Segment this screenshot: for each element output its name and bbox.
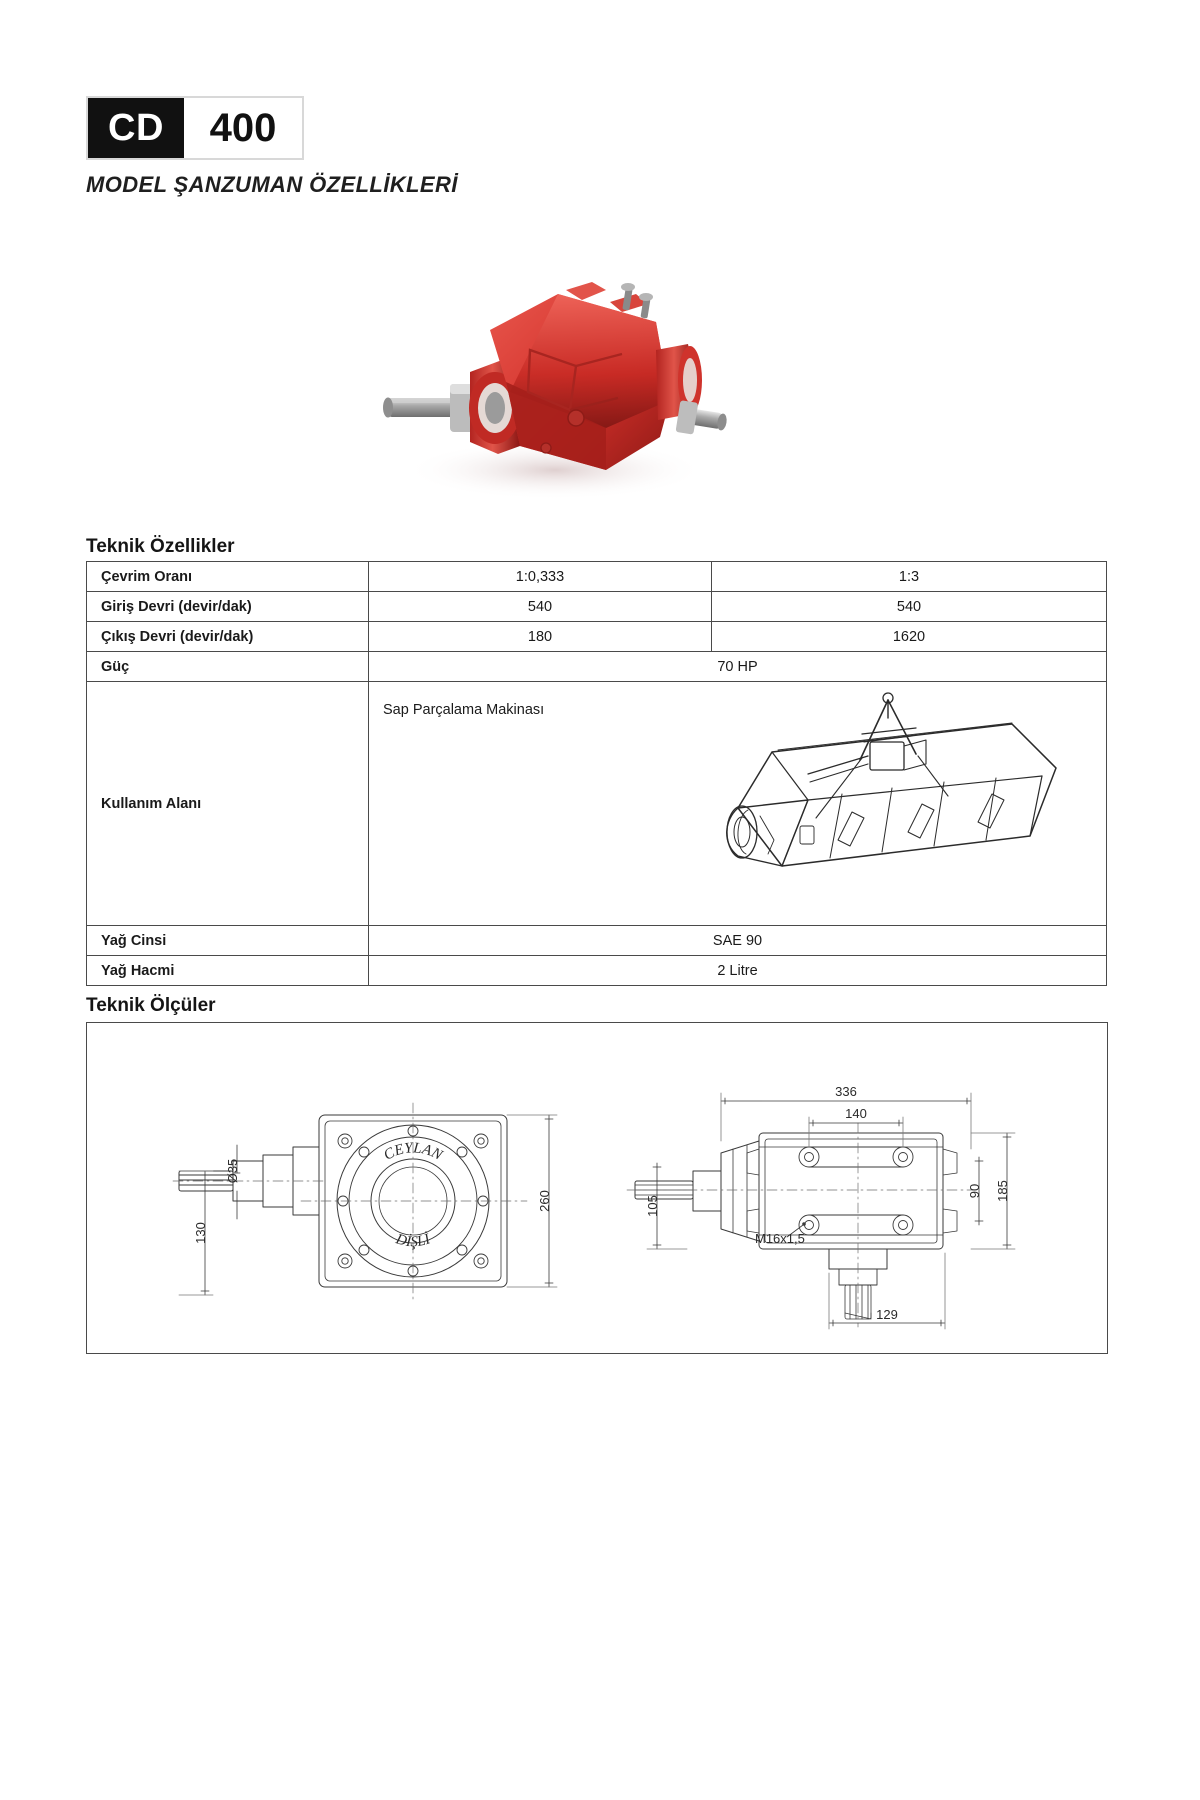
row-value-col2: 1:3 bbox=[712, 562, 1107, 592]
row-value-col1: 1:0,333 bbox=[369, 562, 712, 592]
table-row-oil-type bbox=[87, 926, 1107, 956]
table-row-oil-volume bbox=[87, 956, 1107, 986]
thread-label: M16x1,5 bbox=[755, 1231, 805, 1246]
power-label: Güç bbox=[87, 652, 369, 682]
stalk-shredder-drawing bbox=[712, 690, 1082, 900]
brand-name-bottom: DİŞLİ bbox=[393, 1231, 433, 1251]
dim-front-height-left: 130 bbox=[193, 1222, 208, 1244]
dim-front-height-right: 260 bbox=[537, 1190, 552, 1212]
table-row bbox=[87, 592, 1107, 622]
power-value: 70 HP bbox=[369, 652, 1107, 682]
spec-section-heading: Teknik Özellikler bbox=[86, 536, 235, 557]
usage-value: Sap Parçalama Makinası bbox=[383, 702, 545, 718]
table-row-power bbox=[87, 652, 1107, 682]
row-label: Giriş Devri (devir/dak) bbox=[87, 592, 369, 622]
model-code: CD bbox=[88, 98, 184, 158]
dim-inner-length: 140 bbox=[845, 1106, 867, 1121]
usage-label: Kullanım Alanı bbox=[87, 682, 369, 926]
dim-height-inner: 90 bbox=[967, 1183, 982, 1199]
model-badge bbox=[86, 96, 304, 160]
dim-height-left: 105 bbox=[645, 1195, 660, 1217]
oil-type-label: Yağ Cinsi bbox=[87, 926, 369, 956]
brand-name-top: CEYLAN bbox=[381, 1140, 445, 1164]
dim-shaft-diameter: Ø35 bbox=[225, 1158, 240, 1184]
dim-height-total: 185 bbox=[995, 1180, 1010, 1202]
dim-overall-length: 336 bbox=[835, 1084, 857, 1099]
row-value-col1: 180 bbox=[369, 622, 712, 652]
technical-drawings-panel bbox=[86, 1022, 1108, 1354]
row-value-col1: 540 bbox=[369, 592, 712, 622]
row-value-col2: 540 bbox=[712, 592, 1107, 622]
model-number: 400 bbox=[184, 98, 302, 158]
page-subtitle: MODEL ŞANZUMAN ÖZELLİKLERİ bbox=[86, 172, 458, 197]
oil-volume-value: 2 Litre bbox=[369, 956, 1107, 986]
specifications-table bbox=[86, 561, 1107, 986]
row-label: Çevrim Oranı bbox=[87, 562, 369, 592]
usage-cell bbox=[369, 682, 1107, 926]
row-label: Çıkış Devri (devir/dak) bbox=[87, 622, 369, 652]
table-row bbox=[87, 622, 1107, 652]
technical-drawings-svg bbox=[87, 1023, 1107, 1353]
oil-volume-label: Yağ Hacmi bbox=[87, 956, 369, 986]
dims-section-heading: Teknik Ölçüler bbox=[86, 995, 216, 1016]
row-value-col2: 1620 bbox=[712, 622, 1107, 652]
table-row-usage bbox=[87, 682, 1107, 926]
table-row bbox=[87, 562, 1107, 592]
product-photo bbox=[370, 232, 730, 512]
oil-type-value: SAE 90 bbox=[369, 926, 1107, 956]
dim-bottom-width: 129 bbox=[876, 1307, 898, 1322]
gearbox-illustration bbox=[370, 232, 730, 512]
